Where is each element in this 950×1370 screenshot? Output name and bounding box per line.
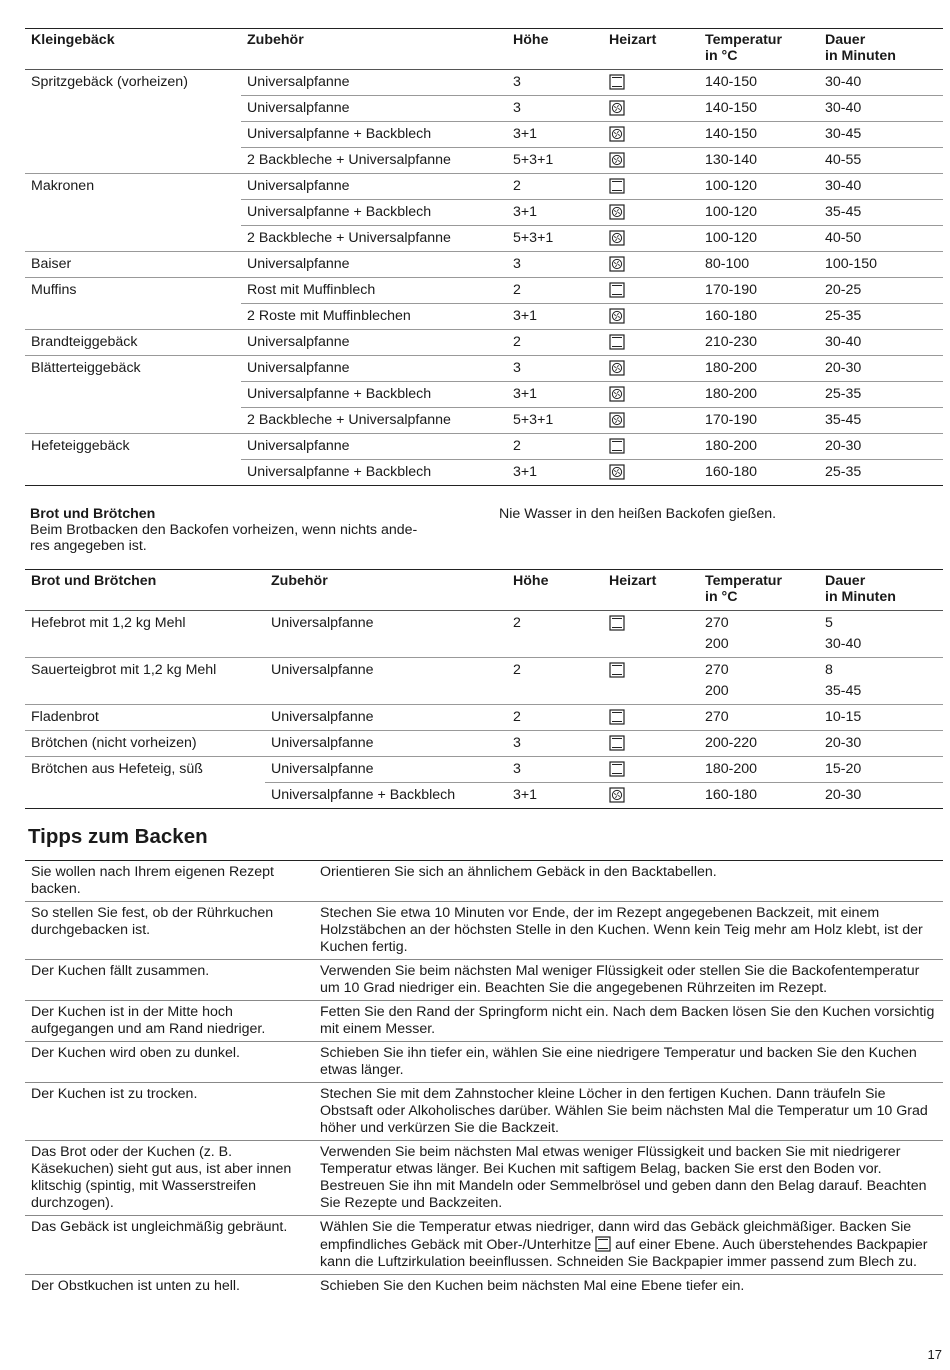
tip-solution (314, 1216, 943, 1275)
heissluft-icon (609, 309, 625, 325)
column-header-line: Höhe (513, 32, 549, 48)
duration: 25-35 (819, 382, 943, 408)
duration: 40-55 (819, 148, 943, 174)
temperature: 170-190 (699, 408, 819, 434)
temperature: 180-200 (699, 356, 819, 382)
table-row (25, 460, 943, 486)
temperature: 200 (699, 681, 819, 705)
heating-mode (603, 658, 699, 705)
heating-mode (603, 705, 699, 731)
tip-row (25, 1216, 943, 1275)
item-name: Sauerteigbrot mit 1,2 kg Mehl (25, 658, 265, 705)
accessory: Universalpfanne (241, 434, 507, 460)
accessory: Universalpfanne (241, 96, 507, 122)
table-row (25, 382, 943, 408)
ober-unterhitze-icon (609, 75, 625, 91)
temperature: 140-150 (699, 96, 819, 122)
heating-mode (603, 304, 699, 330)
heating-mode (603, 278, 699, 304)
duration: 15-20 (819, 757, 943, 783)
tip-problem: Der Obstkuchen ist unten zu hell. (25, 1275, 314, 1300)
shelf-height: 3+1 (507, 122, 603, 148)
heissluft-icon (609, 101, 625, 117)
ober-unterhitze-icon (609, 179, 625, 195)
temperature: 100-120 (699, 226, 819, 252)
tip-solution-part2: auf einer Ebene. Auch überstehendes Backpapier kann die Luftzirkulation beeinflussen. Schneiden Sie Backpapier immer passend zum Blech zu. (320, 1237, 928, 1270)
heating-mode (603, 731, 699, 757)
duration: 25-35 (819, 304, 943, 330)
temperature: 180-200 (699, 434, 819, 460)
item-name (25, 408, 241, 434)
duration: 40-50 (819, 226, 943, 252)
column-header (25, 570, 265, 611)
table-row (25, 731, 943, 757)
table-row (25, 226, 943, 252)
item-name: Fladenbrot (25, 705, 265, 731)
accessory: Universalpfanne (265, 705, 507, 731)
table-row (25, 434, 943, 460)
tip-problem: Der Kuchen wird oben zu dunkel. (25, 1042, 314, 1083)
water-warning: Nie Wasser in den heißen Backofen gießen. (499, 506, 777, 522)
column-header-line: in °C (705, 48, 738, 64)
accessory: Universalpfanne (265, 611, 507, 658)
column-header-line: Dauer (825, 573, 866, 589)
item-name (25, 382, 241, 408)
tip-solution: Verwenden Sie beim nächsten Mal weniger Flüssigkeit oder stellen Sie die Backofentemperatur um 10 Grad niedriger ein. Beachten Sie die angegebenen Rührzeiten im Rezept. (314, 960, 943, 1001)
accessory: Universalpfanne (241, 330, 507, 356)
duration: 8 (825, 662, 833, 678)
heating-mode (603, 226, 699, 252)
tip-row (25, 1001, 943, 1042)
tip-problem: Das Gebäck ist ungleichmäßig gebräunt. (25, 1216, 314, 1275)
column-header-line: Heizart (609, 573, 657, 589)
heating-mode (603, 122, 699, 148)
accessory: Universalpfanne (241, 70, 507, 96)
duration: 5 (825, 615, 833, 631)
heissluft-icon (609, 153, 625, 169)
duration: 10-15 (819, 705, 943, 731)
tip-row (25, 1083, 943, 1141)
tip-row (25, 1275, 943, 1300)
column-header (265, 570, 507, 611)
duration: 20-30 (819, 434, 943, 460)
table-header-row (25, 29, 943, 70)
duration: 20-30 (819, 731, 943, 757)
column-header (25, 29, 241, 70)
item-name: Hefebrot mit 1,2 kg Mehl (25, 611, 265, 658)
column-header (241, 29, 507, 70)
duration: 35-45 (819, 681, 943, 705)
ober-unterhitze-icon (609, 762, 625, 778)
table-row (25, 658, 943, 682)
accessory: Rost mit Muffinblech (241, 278, 507, 304)
table-row (25, 408, 943, 434)
heating-mode (603, 408, 699, 434)
heissluft-icon (609, 465, 625, 481)
heissluft-icon (609, 231, 625, 247)
shelf-height: 3 (507, 70, 603, 96)
heissluft-icon (609, 387, 625, 403)
tip-solution: Verwenden Sie beim nächsten Mal etwas weniger Flüssigkeit und backen Sie mit niedrigerer Temperatur etwas länger. Bei Kuchen mit saftigem Belag, backen Sie erst den Boden vor. Bestreuen Sie ihn mit Mandeln oder Semmelbrösel und geben dann den Belag darauf. Beachten Sie Rezepte und Backzeiten. (314, 1141, 943, 1216)
tip-row (25, 1042, 943, 1083)
table-row (25, 252, 943, 278)
temperature: 270 (705, 662, 729, 678)
heating-mode (603, 434, 699, 460)
ober-unterhitze-icon (609, 335, 625, 351)
shelf-height: 5+3+1 (507, 148, 603, 174)
heating-mode (603, 783, 699, 809)
duration: 35-45 (819, 408, 943, 434)
item-name: Blätterteiggebäck (31, 360, 141, 376)
ober-unterhitze-icon (609, 616, 625, 632)
tip-problem: Sie wollen nach Ihrem eigenen Rezept backen. (25, 861, 314, 902)
shelf-height: 3 (507, 252, 603, 278)
shelf-height: 2 (507, 658, 603, 705)
accessory: Universalpfanne + Backblech (241, 200, 507, 226)
temperature: 160-180 (699, 783, 819, 809)
duration: 20-30 (819, 356, 943, 382)
page-number: 17 (927, 1347, 942, 1362)
duration: 30-40 (819, 96, 943, 122)
shelf-height: 3 (507, 757, 603, 783)
tip-solution: Schieben Sie ihn tiefer ein, wählen Sie eine niedrigere Temperatur und backen Sie den Kuchen etwas länger. (314, 1042, 943, 1083)
item-name: Makronen (31, 178, 95, 194)
tip-solution: Orientieren Sie sich an ähnlichem Gebäck in den Backtabellen. (314, 861, 943, 902)
tip-solution: Schieben Sie den Kuchen beim nächsten Mal eine Ebene tiefer ein. (314, 1275, 943, 1300)
brot-table (25, 569, 943, 809)
duration: 30-40 (819, 70, 943, 96)
tip-row (25, 960, 943, 1001)
temperature: 140-150 (699, 122, 819, 148)
heissluft-icon (609, 205, 625, 221)
tip-problem: So stellen Sie fest, ob der Rührkuchen durchgebacken ist. (25, 902, 314, 960)
heating-mode (603, 382, 699, 408)
tip-solution: Fetten Sie den Rand der Springform nicht ein. Nach dem Backen lösen Sie den Kuchen vorsichtig mit einem Messer. (314, 1001, 943, 1042)
column-header-line: Zubehör (271, 573, 328, 589)
shelf-height: 2 (507, 705, 603, 731)
table-row (25, 705, 943, 731)
tip-row (25, 902, 943, 960)
column-header-line: Kleingebäck (31, 32, 115, 48)
temperature: 180-200 (699, 757, 819, 783)
table-row (25, 122, 943, 148)
accessory: 2 Roste mit Muffinblechen (241, 304, 507, 330)
heating-mode (603, 200, 699, 226)
table-row (25, 70, 943, 96)
shelf-height: 5+3+1 (507, 408, 603, 434)
column-header (699, 29, 819, 70)
table-row (25, 757, 943, 783)
duration: 35-45 (819, 200, 943, 226)
item-name: Brötchen (nicht vorheizen) (25, 731, 265, 757)
item-name: Baiser (25, 252, 241, 278)
column-header-line: Zubehör (247, 32, 304, 48)
shelf-height: 2 (507, 434, 603, 460)
table-row (25, 304, 943, 330)
item-name (25, 96, 241, 122)
ober-unterhitze-icon (609, 710, 625, 726)
tip-row (25, 1141, 943, 1216)
ober-unterhitze-icon (609, 663, 625, 679)
table-row (25, 278, 943, 304)
duration: 30-40 (819, 634, 943, 658)
bread-intro (30, 506, 470, 554)
shelf-height: 3+1 (507, 382, 603, 408)
heating-mode (603, 460, 699, 486)
temperature: 180-200 (699, 382, 819, 408)
temperature: 200 (699, 634, 819, 658)
heating-mode (603, 757, 699, 783)
heissluft-icon (609, 788, 625, 804)
accessory: Universalpfanne (265, 757, 507, 783)
tip-problem: Der Kuchen ist in der Mitte hoch aufgegangen und am Rand niedriger. (25, 1001, 314, 1042)
item-name: Brandteiggebäck (25, 330, 241, 356)
table-row (25, 200, 943, 226)
duration: 20-25 (819, 278, 943, 304)
tips-table (25, 860, 943, 1299)
bread-heading: Brot und Brötchen (30, 506, 156, 522)
accessory: Universalpfanne (265, 658, 507, 705)
table-row (25, 783, 943, 809)
heissluft-icon (609, 413, 625, 429)
temperature: 100-120 (699, 200, 819, 226)
accessory: 2 Backbleche + Universalpfanne (241, 408, 507, 434)
shelf-height: 2 (507, 278, 603, 304)
heating-mode (603, 611, 699, 658)
item-name: Muffins (31, 282, 77, 298)
temperature: 270 (705, 615, 729, 631)
ober-unterhitze-icon (591, 1237, 615, 1253)
duration: 25-35 (819, 460, 943, 486)
accessory: Universalpfanne + Backblech (265, 783, 507, 809)
duration: 30-40 (819, 174, 943, 200)
shelf-height: 2 (507, 174, 603, 200)
shelf-height: 3 (507, 356, 603, 382)
table-row (25, 330, 943, 356)
duration: 20-30 (819, 783, 943, 809)
temperature: 210-230 (699, 330, 819, 356)
column-header-line: Brot und Brötchen (31, 573, 157, 589)
accessory: Universalpfanne + Backblech (241, 382, 507, 408)
shelf-height: 3+1 (507, 783, 603, 809)
item-name (25, 122, 241, 148)
temperature: 160-180 (699, 304, 819, 330)
tip-solution: Stechen Sie etwa 10 Minuten vor Ende, der im Rezept angegebenen Backzeit, mit einem Holzstäbchen an der höchsten Stelle in den Kuchen. Wenn kein Teig mehr am Holz klebt, ist der Kuchen fertig. (314, 902, 943, 960)
shelf-height: 5+3+1 (507, 226, 603, 252)
heissluft-icon (609, 127, 625, 143)
item-name (25, 783, 265, 809)
table-header-row (25, 570, 943, 611)
column-header (603, 570, 699, 611)
temperature: 100-120 (699, 174, 819, 200)
temperature: 130-140 (699, 148, 819, 174)
accessory: Universalpfanne (241, 252, 507, 278)
bread-intro-line1: Beim Brotbacken den Backofen vorheizen, wenn nichts ande- (30, 522, 418, 538)
accessory: Universalpfanne (265, 731, 507, 757)
temperature: 270 (699, 705, 819, 731)
item-name: Spritzgebäck (vorheizen) (31, 74, 188, 90)
item-name (25, 226, 241, 252)
column-header (603, 29, 699, 70)
column-header-line: in Minuten (825, 589, 896, 605)
duration: 30-40 (819, 330, 943, 356)
tip-problem: Der Kuchen fällt zusammen. (25, 960, 314, 1001)
duration: 100-150 (819, 252, 943, 278)
shelf-height: 2 (507, 330, 603, 356)
tip-solution: Stechen Sie mit dem Zahnstocher kleine Löcher in den fertigen Kuchen. Dann träufeln Sie Obstsaft oder Alkoholisches darüber. Wählen Sie beim nächsten Mal die Temperatur um 10 Grad höher und verkürzen Sie die Backzeit. (314, 1083, 943, 1141)
shelf-height: 3 (507, 731, 603, 757)
accessory: 2 Backbleche + Universalpfanne (241, 226, 507, 252)
column-header-line: Höhe (513, 573, 549, 589)
item-name (25, 460, 241, 486)
kleingebaeck-table (25, 28, 943, 486)
heating-mode (603, 330, 699, 356)
item-name: Hefeteiggebäck (31, 438, 130, 454)
heissluft-icon (609, 361, 625, 377)
accessory: Universalpfanne + Backblech (241, 122, 507, 148)
column-header-line: Dauer (825, 32, 866, 48)
item-name (25, 200, 241, 226)
shelf-height: 3+1 (507, 460, 603, 486)
accessory: Universalpfanne + Backblech (241, 460, 507, 486)
item-name: Brötchen aus Hefeteig, süß (31, 761, 203, 777)
temperature: 80-100 (699, 252, 819, 278)
heating-mode (603, 356, 699, 382)
column-header-line: Temperatur (705, 32, 782, 48)
table-row (25, 96, 943, 122)
heating-mode (603, 96, 699, 122)
table-row (25, 174, 943, 200)
item-name (25, 304, 241, 330)
tip-problem: Der Kuchen ist zu trocken. (25, 1083, 314, 1141)
column-header-line: in Minuten (825, 48, 896, 64)
item-name (25, 148, 241, 174)
ober-unterhitze-icon (609, 736, 625, 752)
shelf-height: 2 (507, 611, 603, 658)
bread-intro-line2: res angegeben ist. (30, 538, 147, 554)
temperature: 140-150 (699, 70, 819, 96)
column-header-line: Heizart (609, 32, 657, 48)
shelf-height: 3+1 (507, 200, 603, 226)
column-header (819, 570, 943, 611)
temperature: 200-220 (699, 731, 819, 757)
tip-row (25, 861, 943, 902)
shelf-height: 3 (507, 96, 603, 122)
column-header-line: in °C (705, 589, 738, 605)
column-header-line: Temperatur (705, 573, 782, 589)
table-row (25, 611, 943, 635)
heissluft-icon (609, 257, 625, 273)
heating-mode (603, 174, 699, 200)
temperature: 160-180 (699, 460, 819, 486)
shelf-height: 3+1 (507, 304, 603, 330)
heating-mode (603, 70, 699, 96)
column-header (819, 29, 943, 70)
heating-mode (603, 252, 699, 278)
duration: 30-45 (819, 122, 943, 148)
accessory: 2 Backbleche + Universalpfanne (241, 148, 507, 174)
column-header (507, 29, 603, 70)
table-row (25, 356, 943, 382)
ober-unterhitze-icon (609, 283, 625, 299)
tip-solution-part1: Wählen Sie die Temperatur etwas niedriger, dann wird das Gebäck gleichmäßiger. Backen Sie empfindliches Gebäck mit Ober-/Unterhitze (320, 1219, 912, 1253)
heating-mode (603, 148, 699, 174)
accessory: Universalpfanne (241, 356, 507, 382)
column-header (507, 570, 603, 611)
accessory: Universalpfanne (241, 174, 507, 200)
ober-unterhitze-icon (609, 439, 625, 455)
column-header (699, 570, 819, 611)
table-row (25, 148, 943, 174)
tips-title: Tipps zum Backen (28, 825, 208, 848)
tip-problem: Das Brot oder der Kuchen (z. B. Käsekuchen) sieht gut aus, ist aber innen klitschig (spintig, mit Wasserstreifen durchzogen). (25, 1141, 314, 1216)
temperature: 170-190 (699, 278, 819, 304)
